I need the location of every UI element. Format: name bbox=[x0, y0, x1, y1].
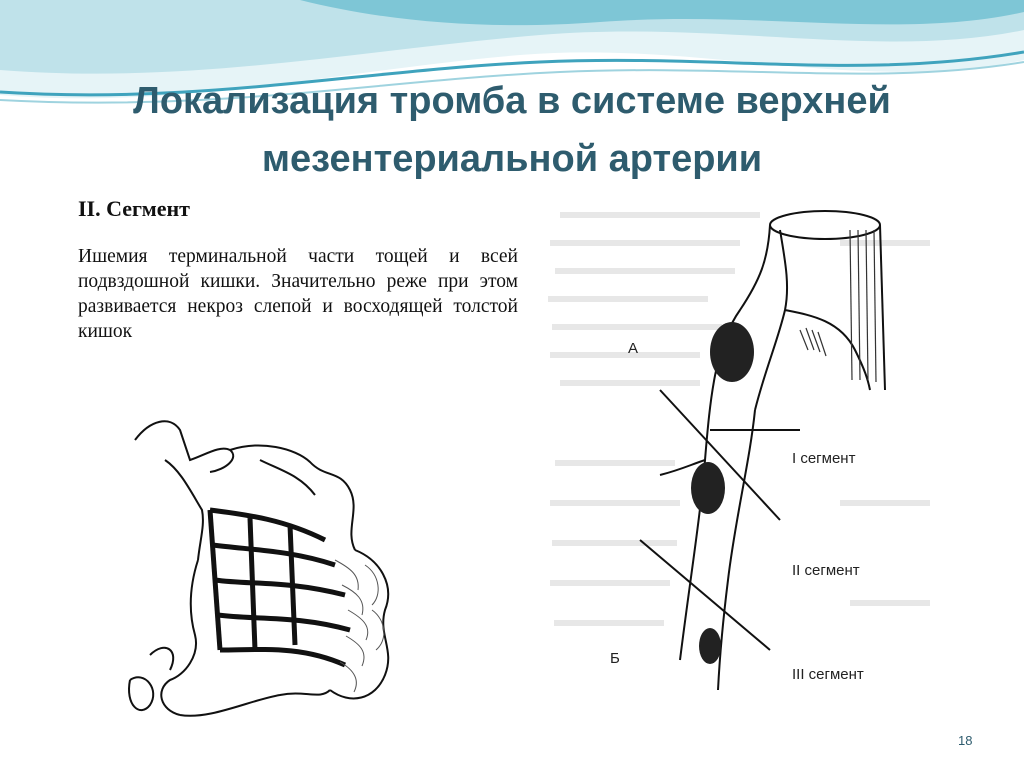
slide-title bbox=[40, 72, 984, 188]
segment-2-label: II сегмент bbox=[792, 562, 860, 579]
title-line-2: мезентериальной артерии bbox=[261, 138, 763, 180]
segment-heading: II. Сегмент bbox=[78, 196, 190, 221]
segment-3-label: III сегмент bbox=[792, 666, 864, 683]
artery-diagram bbox=[540, 200, 940, 700]
page-number: 18 bbox=[958, 733, 973, 748]
thrombus-segment-2 bbox=[691, 462, 725, 514]
label-b: Б bbox=[610, 650, 620, 667]
artery-segments-figure bbox=[540, 200, 940, 700]
thrombus-segment-1 bbox=[710, 322, 754, 382]
label-a: А bbox=[628, 340, 639, 357]
title-line-1: Локализация тромба в системе верхней bbox=[133, 80, 891, 122]
segment-1-label: I сегмент bbox=[792, 450, 856, 467]
thrombus-segment-3 bbox=[699, 628, 721, 664]
body-paragraph: Ишемия терминальной части тощей и всей подвздошной кишки. Значительно реже при этом развивается некроз слепой и восходящей толстой кишок bbox=[78, 246, 518, 342]
intestine-vessels-illustration bbox=[110, 400, 410, 730]
